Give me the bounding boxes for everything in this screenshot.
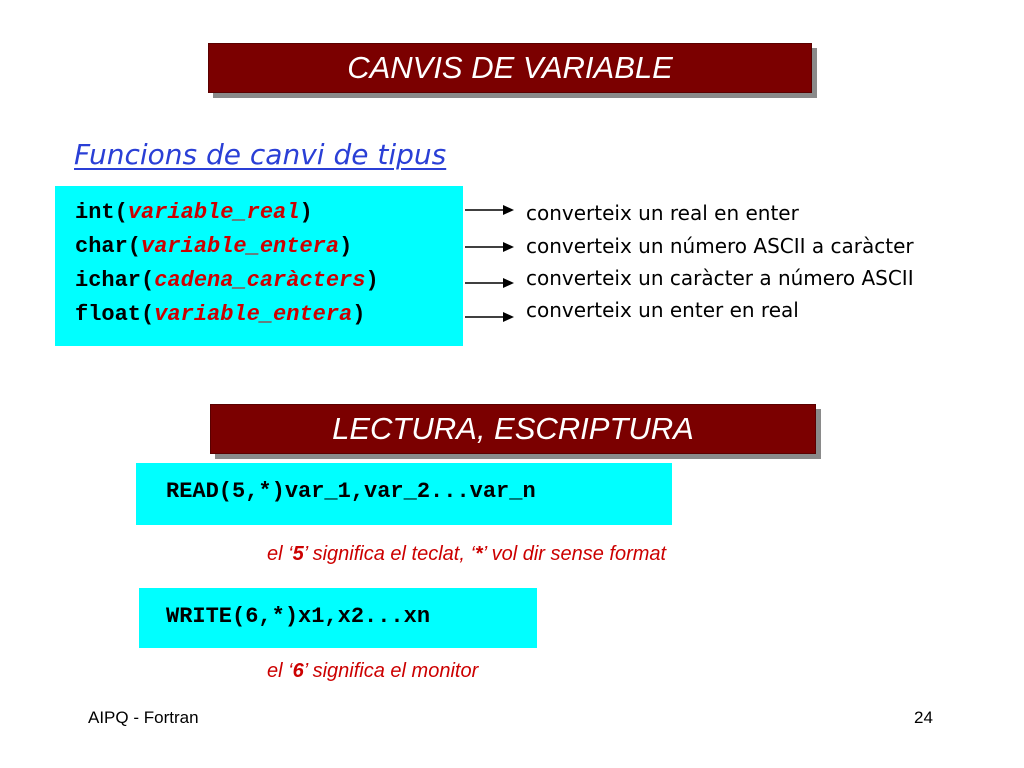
function-name: int( <box>75 200 128 225</box>
unit-number: 6 <box>292 660 304 682</box>
section-subtitle: Funcions de canvi de tipus <box>74 138 447 171</box>
note-text: ’ significa el monitor <box>303 660 479 682</box>
footer-course: AIPQ - Fortran <box>88 708 199 727</box>
function-line-float <box>75 302 463 336</box>
functions-code-box <box>55 186 463 346</box>
note-text: ’ significa el teclat, ‘ <box>303 543 475 565</box>
function-close: ) <box>339 234 353 259</box>
unit-number: 5 <box>292 543 304 565</box>
write-statement: WRITE(6,*)x1,x2...xn <box>166 604 431 629</box>
section-banner <box>210 404 816 454</box>
function-line-int <box>75 200 463 234</box>
note-text: el ‘ <box>267 660 293 682</box>
title-banner <box>208 43 812 93</box>
function-name: ichar( <box>75 268 155 293</box>
function-description: converteix un número ASCII a caràcter <box>526 234 914 258</box>
function-close: ) <box>299 200 313 225</box>
function-description: converteix un enter en real <box>526 298 799 322</box>
write-note <box>267 660 478 683</box>
arrow-right-icon <box>465 240 515 254</box>
function-name: char( <box>75 234 142 259</box>
read-code-box <box>136 463 672 525</box>
write-code-box <box>139 588 537 648</box>
arrow-right-icon <box>465 276 515 290</box>
read-statement: READ(5,*)var_1,var_2...var_n <box>166 479 536 504</box>
function-line-char <box>75 234 463 268</box>
function-description: converteix un real en enter <box>526 201 799 225</box>
page-number: 24 <box>914 708 933 727</box>
slide-title: CANVIS DE VARIABLE <box>347 50 673 85</box>
arrow-right-icon <box>465 310 515 324</box>
arrow-right-icon <box>465 203 515 217</box>
format-star: * <box>474 543 483 565</box>
function-name: float( <box>75 302 155 327</box>
function-argument: cadena_caràcters <box>154 268 366 293</box>
function-argument: variable_real <box>127 200 300 225</box>
note-text: ’ vol dir sense format <box>482 543 667 565</box>
function-description: converteix un caràcter a número ASCII <box>526 266 914 290</box>
section-title: LECTURA, ESCRIPTURA <box>332 411 694 446</box>
function-close: ) <box>352 302 366 327</box>
function-argument: variable_entera <box>154 302 353 327</box>
function-argument: variable_entera <box>141 234 340 259</box>
note-text: el ‘ <box>267 543 293 565</box>
function-close: ) <box>365 268 379 293</box>
function-line-ichar <box>75 268 463 302</box>
read-note <box>267 543 666 566</box>
